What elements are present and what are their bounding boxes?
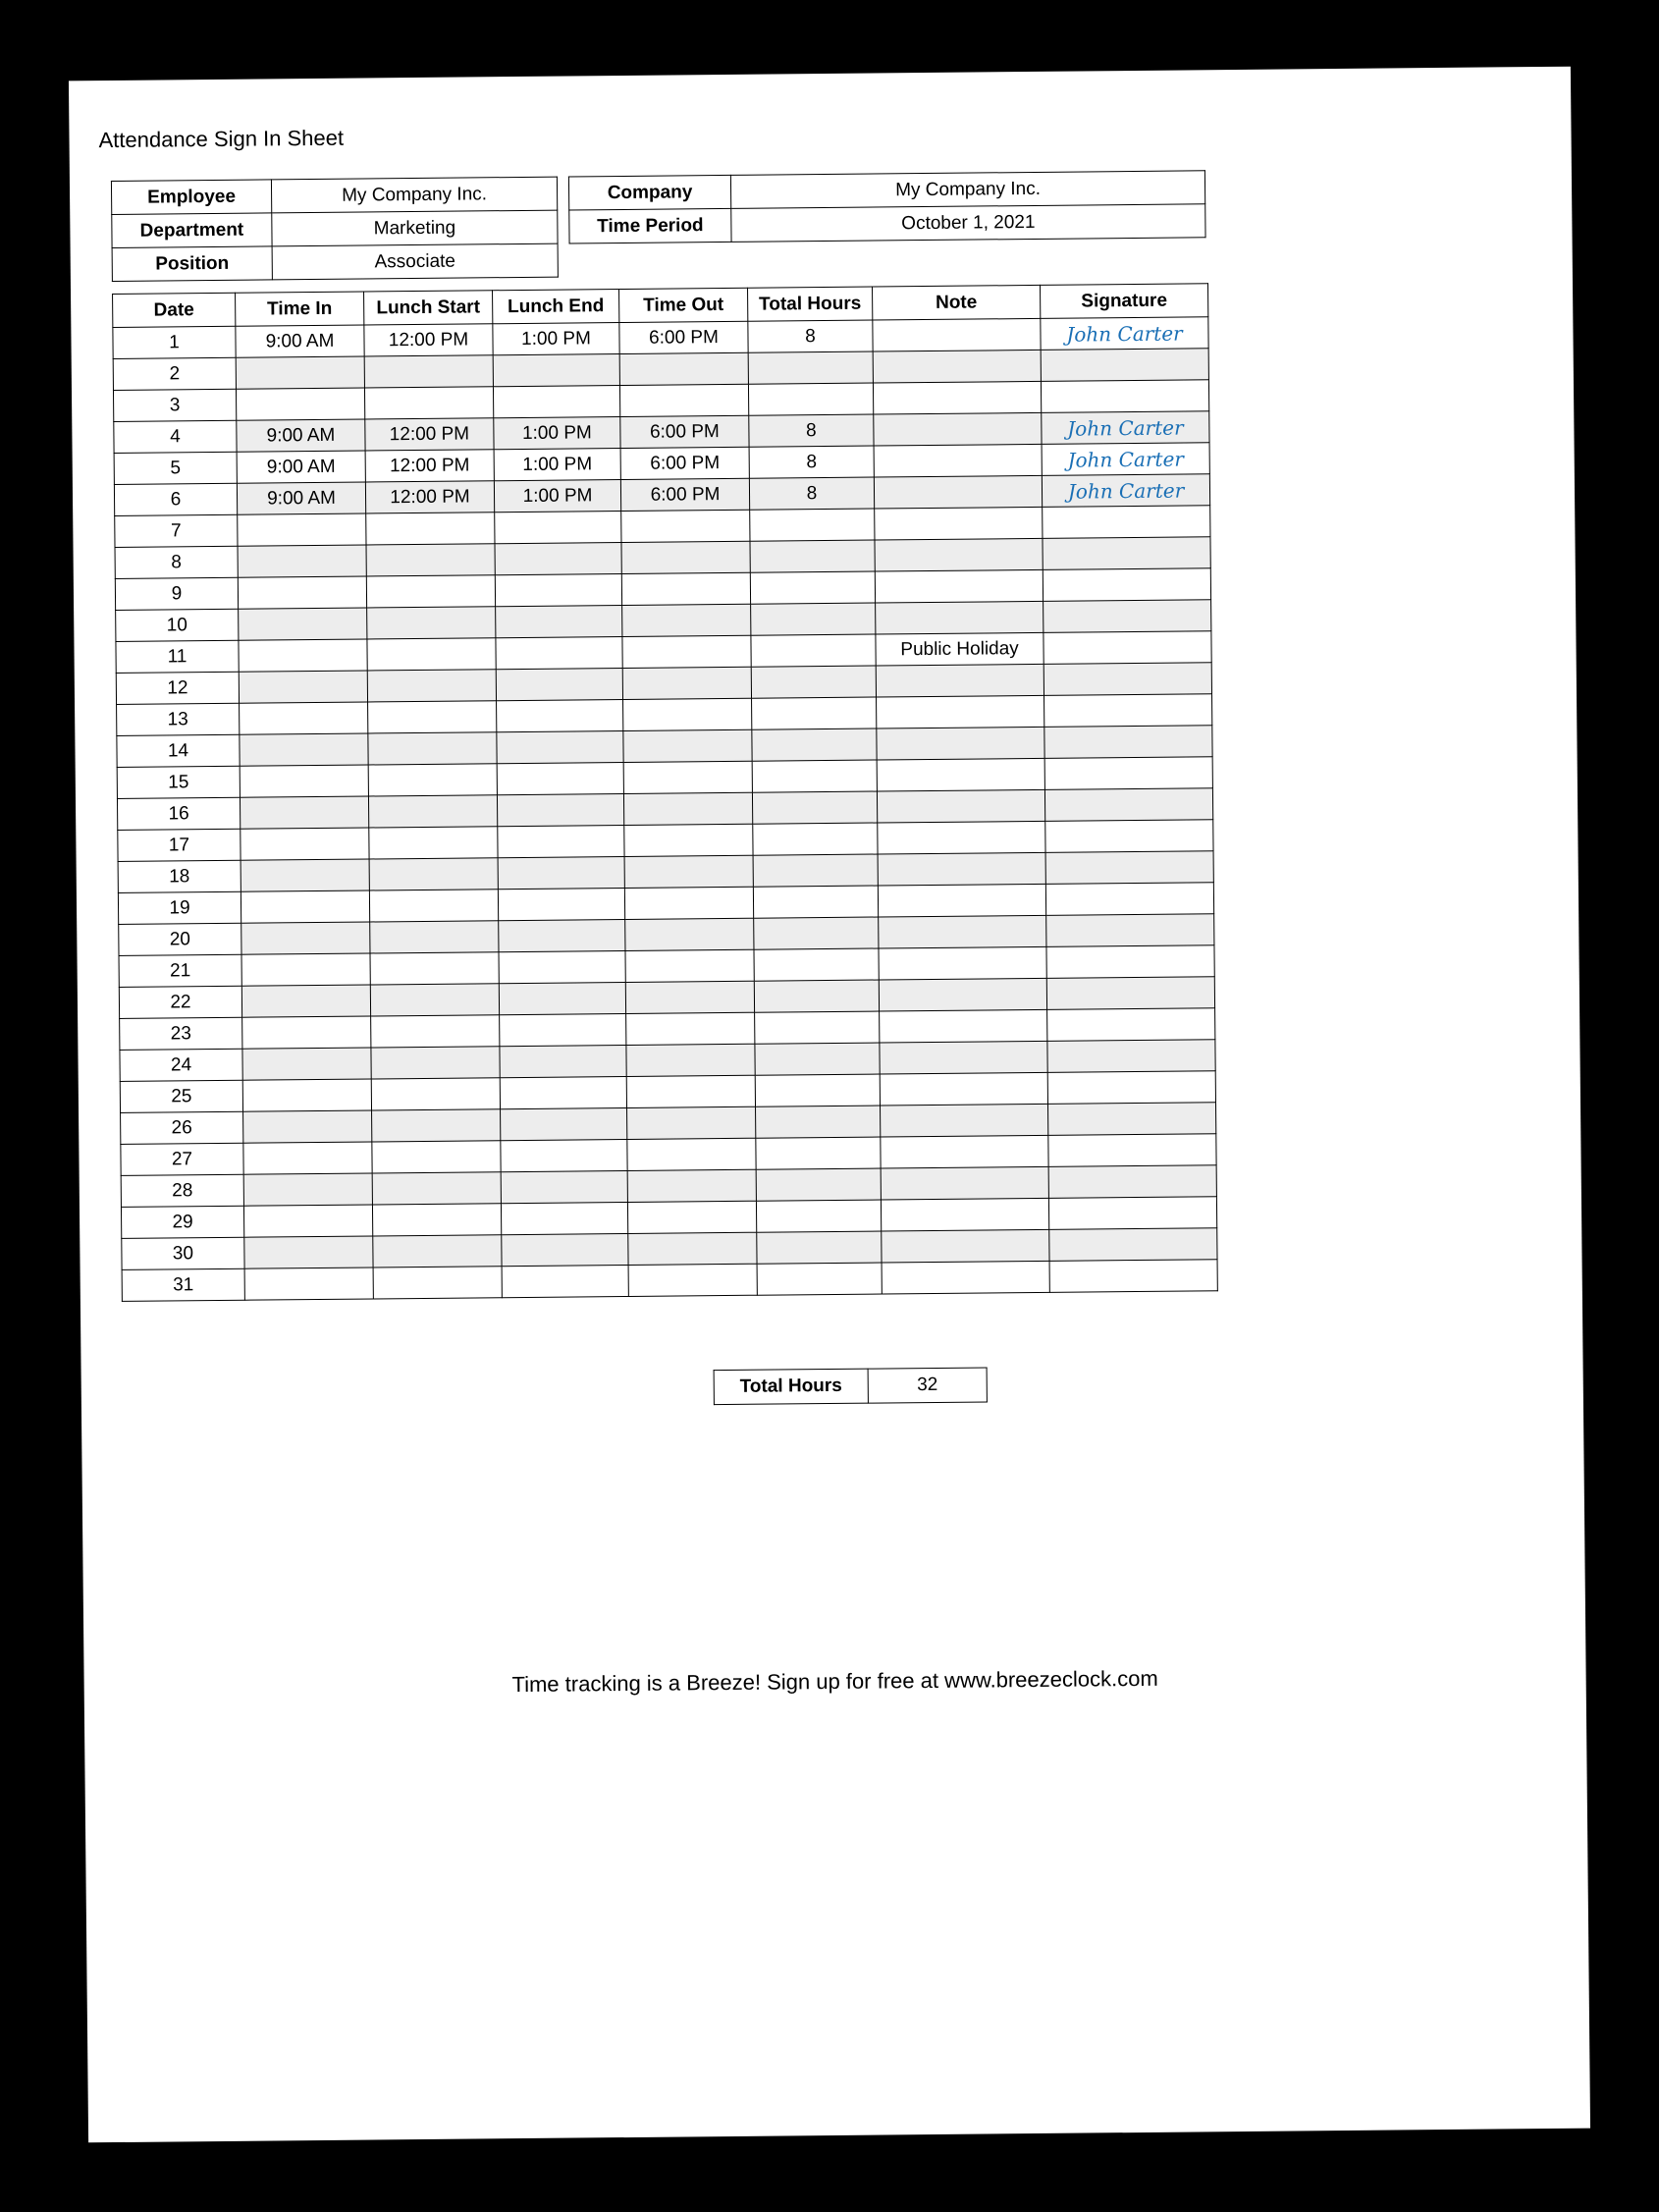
cell-total-hours[interactable]: 8 bbox=[748, 320, 873, 352]
cell-lunch-start[interactable]: 12:00 PM bbox=[365, 481, 494, 513]
cell-lunch-start[interactable] bbox=[372, 1172, 501, 1205]
totals-label: Total Hours bbox=[714, 1369, 868, 1405]
employee-info-row bbox=[112, 243, 558, 281]
cell-lunch-end[interactable] bbox=[501, 1139, 627, 1171]
paper-sheet bbox=[69, 67, 1590, 2143]
cell-date: 4 bbox=[114, 420, 237, 453]
cell-date: 16 bbox=[117, 797, 240, 830]
cell-lunch-start[interactable] bbox=[373, 1235, 502, 1268]
cell-lunch-start[interactable]: 12:00 PM bbox=[364, 324, 493, 356]
cell-signature[interactable] bbox=[1046, 945, 1214, 979]
employee-info-body bbox=[111, 177, 558, 281]
cell-lunch-end[interactable] bbox=[500, 1076, 626, 1108]
cell-date: 31 bbox=[122, 1268, 244, 1301]
cell-lunch-start[interactable] bbox=[368, 732, 497, 765]
cell-lunch-start[interactable]: 12:00 PM bbox=[365, 418, 494, 451]
cell-date: 23 bbox=[120, 1017, 242, 1050]
cell-time-out[interactable] bbox=[627, 1106, 756, 1139]
column-header-lunch-start: Lunch Start bbox=[364, 291, 493, 325]
cell-signature[interactable] bbox=[1044, 726, 1212, 759]
cell-note[interactable] bbox=[874, 412, 1042, 446]
cell-signature[interactable] bbox=[1044, 694, 1212, 728]
cell-lunch-end[interactable] bbox=[498, 856, 624, 889]
cell-note[interactable] bbox=[879, 915, 1046, 948]
cell-date: 1 bbox=[113, 326, 236, 358]
cell-date: 26 bbox=[121, 1111, 243, 1144]
cell-date: 6 bbox=[114, 483, 237, 515]
cell-signature[interactable] bbox=[1041, 380, 1208, 413]
cell-lunch-end[interactable]: 1:00 PM bbox=[494, 449, 620, 481]
cell-lunch-end[interactable] bbox=[493, 354, 619, 387]
cell-lunch-start[interactable] bbox=[366, 544, 495, 576]
cell-lunch-end[interactable] bbox=[496, 606, 622, 638]
cell-time-in[interactable] bbox=[240, 733, 368, 766]
cell-time-in[interactable] bbox=[240, 702, 368, 734]
cell-date: 30 bbox=[122, 1237, 244, 1269]
employee-info-label: Position bbox=[112, 246, 272, 282]
cell-time-in[interactable] bbox=[241, 985, 370, 1017]
cell-total-hours[interactable] bbox=[752, 697, 877, 729]
cell-time-out[interactable] bbox=[625, 981, 754, 1013]
cell-time-out[interactable] bbox=[626, 1012, 755, 1045]
cell-date: 11 bbox=[116, 640, 239, 673]
cell-date: 15 bbox=[117, 766, 240, 798]
cell-time-out[interactable]: 6:00 PM bbox=[620, 415, 749, 448]
cell-note[interactable] bbox=[875, 538, 1043, 571]
cell-time-in[interactable] bbox=[241, 890, 369, 923]
cell-date: 14 bbox=[117, 734, 240, 767]
attendance-table bbox=[112, 283, 1218, 1302]
cell-lunch-end[interactable] bbox=[496, 637, 622, 670]
cell-time-out[interactable]: 6:00 PM bbox=[620, 478, 749, 511]
cell-time-out[interactable] bbox=[621, 510, 750, 542]
cell-note[interactable]: Public Holiday bbox=[876, 632, 1044, 666]
cell-total-hours[interactable]: 8 bbox=[749, 446, 874, 478]
cell-time-out[interactable] bbox=[621, 541, 750, 573]
cell-time-out[interactable] bbox=[624, 824, 753, 856]
cell-lunch-end[interactable] bbox=[500, 1045, 626, 1077]
employee-info-value[interactable]: My Company Inc. bbox=[271, 177, 557, 213]
cell-lunch-start[interactable] bbox=[364, 355, 493, 388]
cell-time-out[interactable] bbox=[622, 604, 751, 636]
column-header-note: Note bbox=[873, 285, 1041, 320]
employee-info-label: Employee bbox=[111, 180, 271, 215]
cell-time-in[interactable] bbox=[242, 1016, 371, 1049]
cell-time-in[interactable]: 9:00 AM bbox=[237, 482, 365, 514]
cell-note[interactable] bbox=[877, 789, 1044, 823]
cell-total-hours[interactable] bbox=[748, 383, 873, 415]
cell-lunch-start[interactable] bbox=[364, 387, 493, 419]
cell-note[interactable] bbox=[882, 1229, 1049, 1263]
cell-total-hours[interactable] bbox=[748, 351, 873, 384]
cell-signature[interactable] bbox=[1047, 1040, 1215, 1073]
cell-time-in[interactable] bbox=[244, 1236, 373, 1268]
cell-note[interactable] bbox=[874, 475, 1042, 509]
footer-note: Time tracking is a Breeze! Sign up for free at www.breezeclock.com bbox=[511, 1665, 1158, 1698]
cell-lunch-end[interactable] bbox=[499, 950, 625, 983]
cell-lunch-end[interactable] bbox=[498, 888, 624, 920]
cell-time-in[interactable]: 9:00 AM bbox=[237, 451, 365, 483]
cell-signature[interactable] bbox=[1048, 1134, 1216, 1167]
cell-time-in[interactable] bbox=[243, 1142, 372, 1174]
cell-time-out[interactable] bbox=[627, 1201, 756, 1233]
cell-lunch-end[interactable] bbox=[498, 825, 624, 857]
cell-lunch-start[interactable] bbox=[367, 670, 496, 702]
cell-lunch-end[interactable] bbox=[499, 982, 625, 1014]
cell-time-out[interactable] bbox=[627, 1138, 756, 1170]
cell-signature[interactable] bbox=[1046, 914, 1214, 947]
cell-lunch-start[interactable] bbox=[366, 513, 495, 545]
cell-lunch-start[interactable] bbox=[372, 1141, 501, 1173]
cell-date: 10 bbox=[116, 609, 239, 641]
column-header-date: Date bbox=[113, 293, 236, 327]
cell-total-hours[interactable] bbox=[754, 980, 879, 1012]
cell-lunch-start[interactable] bbox=[372, 1204, 501, 1236]
cell-signature[interactable] bbox=[1044, 631, 1211, 665]
cell-signature[interactable] bbox=[1044, 757, 1212, 790]
cell-date: 22 bbox=[119, 986, 241, 1018]
cell-signature[interactable]: John Carter bbox=[1042, 411, 1209, 445]
cell-total-hours[interactable] bbox=[757, 1263, 882, 1295]
cell-note[interactable] bbox=[881, 1166, 1048, 1200]
cell-signature[interactable] bbox=[1045, 820, 1213, 853]
cell-total-hours[interactable] bbox=[757, 1231, 882, 1264]
cell-note[interactable] bbox=[877, 695, 1044, 728]
cell-lunch-start[interactable] bbox=[366, 575, 495, 608]
cell-lunch-start[interactable]: 12:00 PM bbox=[365, 450, 494, 482]
cell-lunch-end[interactable]: 1:00 PM bbox=[494, 417, 620, 450]
cell-total-hours[interactable] bbox=[752, 791, 877, 824]
cell-total-hours[interactable] bbox=[750, 540, 875, 572]
cell-signature[interactable] bbox=[1049, 1228, 1217, 1262]
cell-time-in[interactable] bbox=[239, 608, 367, 640]
cell-note[interactable] bbox=[877, 758, 1044, 791]
cell-lunch-end[interactable] bbox=[502, 1233, 628, 1266]
cell-note[interactable] bbox=[875, 507, 1043, 540]
cell-date: 17 bbox=[118, 829, 241, 861]
cell-total-hours[interactable] bbox=[752, 728, 877, 761]
cell-time-out[interactable]: 6:00 PM bbox=[620, 447, 749, 479]
cell-lunch-start[interactable] bbox=[367, 607, 496, 639]
cell-date: 2 bbox=[113, 357, 236, 390]
company-info-value[interactable]: My Company Inc. bbox=[730, 171, 1204, 209]
cell-lunch-start[interactable] bbox=[368, 764, 497, 796]
employee-info-label: Department bbox=[112, 213, 272, 248]
cell-note[interactable] bbox=[873, 381, 1041, 414]
column-header-time-out: Time Out bbox=[619, 288, 748, 322]
cell-time-in[interactable] bbox=[243, 1205, 372, 1237]
cell-date: 28 bbox=[121, 1174, 243, 1207]
cell-total-hours[interactable] bbox=[756, 1106, 881, 1138]
cell-time-out[interactable] bbox=[628, 1232, 757, 1265]
cell-time-out[interactable] bbox=[619, 352, 748, 385]
cell-time-out[interactable] bbox=[619, 384, 748, 416]
cell-note[interactable] bbox=[881, 1104, 1048, 1137]
cell-time-out[interactable] bbox=[626, 1075, 755, 1107]
cell-time-in[interactable]: 9:00 AM bbox=[236, 325, 364, 357]
cell-lunch-end[interactable] bbox=[495, 543, 621, 575]
cell-date: 13 bbox=[117, 703, 240, 735]
cell-lunch-end[interactable] bbox=[493, 386, 619, 418]
column-header-signature: Signature bbox=[1040, 284, 1207, 319]
cell-time-in[interactable] bbox=[243, 1110, 372, 1143]
cell-lunch-start[interactable] bbox=[369, 890, 498, 922]
cell-lunch-end[interactable] bbox=[497, 762, 623, 794]
cell-signature[interactable] bbox=[1044, 600, 1211, 633]
cell-date: 20 bbox=[119, 923, 241, 955]
cell-date: 3 bbox=[113, 389, 236, 421]
totals-row-table bbox=[714, 1367, 988, 1405]
cell-time-in[interactable] bbox=[241, 922, 370, 954]
cell-lunch-start[interactable] bbox=[368, 795, 497, 828]
cell-lunch-end[interactable] bbox=[501, 1170, 627, 1203]
cell-time-out[interactable] bbox=[622, 635, 751, 668]
cell-date: 5 bbox=[114, 452, 237, 484]
cell-time-in[interactable] bbox=[239, 639, 367, 672]
cell-time-in[interactable] bbox=[236, 388, 364, 420]
cell-lunch-end[interactable] bbox=[502, 1265, 628, 1297]
cell-note[interactable] bbox=[873, 350, 1041, 383]
cell-lunch-start[interactable] bbox=[371, 1047, 500, 1079]
totals-value: 32 bbox=[868, 1368, 987, 1403]
cell-lunch-start[interactable] bbox=[371, 1015, 500, 1048]
cell-total-hours[interactable]: 8 bbox=[749, 414, 874, 447]
cell-signature[interactable] bbox=[1046, 977, 1214, 1010]
cell-date: 18 bbox=[118, 860, 241, 892]
cell-signature[interactable] bbox=[1044, 788, 1212, 822]
cell-total-hours[interactable] bbox=[753, 823, 878, 855]
sheet-content bbox=[69, 67, 1590, 2143]
cell-time-in[interactable] bbox=[238, 513, 366, 546]
cell-signature[interactable] bbox=[1045, 851, 1213, 885]
cell-signature[interactable] bbox=[1043, 537, 1210, 570]
cell-date: 12 bbox=[116, 672, 239, 704]
cell-note[interactable] bbox=[873, 318, 1041, 351]
employee-info-row bbox=[111, 177, 557, 214]
cell-signature[interactable] bbox=[1043, 506, 1210, 539]
cell-time-in[interactable] bbox=[240, 765, 368, 797]
cell-lunch-start[interactable] bbox=[369, 858, 498, 890]
employee-info-value[interactable]: Associate bbox=[272, 243, 558, 280]
cell-lunch-end[interactable] bbox=[501, 1107, 627, 1140]
cell-lunch-start[interactable] bbox=[370, 921, 499, 953]
attendance-table-body bbox=[113, 317, 1217, 1302]
cell-note[interactable] bbox=[882, 1261, 1049, 1294]
cell-note[interactable] bbox=[881, 1135, 1048, 1168]
cell-note[interactable] bbox=[876, 664, 1044, 697]
cell-time-out[interactable] bbox=[625, 949, 754, 982]
cell-date: 8 bbox=[115, 546, 238, 578]
cell-signature[interactable] bbox=[1041, 349, 1208, 382]
cell-time-out[interactable] bbox=[625, 918, 754, 950]
cell-total-hours[interactable] bbox=[751, 666, 876, 698]
cell-lunch-end[interactable]: 1:00 PM bbox=[493, 323, 619, 355]
cell-signature[interactable] bbox=[1045, 883, 1213, 916]
cell-time-out[interactable]: 6:00 PM bbox=[619, 321, 748, 353]
cell-note[interactable] bbox=[878, 884, 1045, 917]
cell-date: 21 bbox=[119, 954, 241, 987]
totals-row-body bbox=[714, 1368, 987, 1405]
cell-lunch-start[interactable] bbox=[367, 638, 496, 671]
cell-lunch-end[interactable] bbox=[496, 669, 622, 701]
company-info-table bbox=[568, 170, 1206, 243]
cell-total-hours[interactable] bbox=[751, 603, 876, 635]
cell-total-hours[interactable]: 8 bbox=[749, 477, 874, 510]
cell-total-hours[interactable] bbox=[755, 1074, 880, 1106]
cell-total-hours[interactable] bbox=[750, 509, 875, 541]
cell-time-out[interactable] bbox=[627, 1169, 756, 1202]
cell-lunch-start[interactable] bbox=[368, 701, 497, 733]
cell-signature[interactable] bbox=[1049, 1260, 1217, 1293]
cell-lunch-end[interactable]: 1:00 PM bbox=[494, 480, 620, 513]
column-header-time-in: Time In bbox=[236, 292, 364, 326]
cell-time-out[interactable] bbox=[623, 792, 752, 825]
cell-time-in[interactable] bbox=[238, 545, 366, 577]
cell-time-in[interactable] bbox=[240, 796, 368, 829]
cell-time-out[interactable] bbox=[621, 572, 750, 605]
cell-total-hours[interactable] bbox=[753, 886, 878, 918]
cell-signature[interactable] bbox=[1048, 1165, 1216, 1199]
cell-lunch-end[interactable] bbox=[495, 574, 621, 607]
cell-time-in[interactable]: 9:00 AM bbox=[237, 419, 365, 452]
cell-date: 29 bbox=[121, 1206, 243, 1238]
company-info-label: Company bbox=[568, 175, 730, 210]
cell-note[interactable] bbox=[880, 1041, 1047, 1074]
cell-lunch-start[interactable] bbox=[370, 984, 499, 1016]
cell-total-hours[interactable] bbox=[753, 854, 878, 887]
company-info-label: Time Period bbox=[569, 208, 731, 243]
cell-time-out[interactable] bbox=[624, 887, 753, 919]
cell-lunch-start[interactable] bbox=[371, 1078, 500, 1110]
cell-date: 27 bbox=[121, 1143, 243, 1175]
cell-note[interactable] bbox=[875, 569, 1043, 603]
cell-total-hours[interactable] bbox=[756, 1168, 881, 1201]
cell-time-out[interactable] bbox=[626, 1044, 755, 1076]
cell-signature[interactable] bbox=[1047, 1071, 1215, 1105]
cell-note[interactable] bbox=[881, 1198, 1048, 1231]
cell-signature[interactable]: John Carter bbox=[1042, 474, 1209, 508]
cell-total-hours[interactable] bbox=[750, 571, 875, 604]
cell-time-in[interactable] bbox=[236, 356, 364, 389]
cell-signature[interactable] bbox=[1047, 1008, 1215, 1042]
employee-info-value[interactable]: Marketing bbox=[272, 210, 558, 246]
cell-signature[interactable] bbox=[1048, 1103, 1216, 1136]
cell-time-in[interactable] bbox=[243, 1173, 372, 1206]
cell-lunch-end[interactable] bbox=[501, 1202, 627, 1234]
cell-note[interactable] bbox=[879, 946, 1046, 980]
cell-time-out[interactable] bbox=[623, 729, 752, 762]
employee-info-row bbox=[112, 210, 558, 247]
page-title: Attendance Sign In Sheet bbox=[98, 125, 345, 153]
cell-note[interactable] bbox=[880, 1009, 1047, 1043]
company-info-value[interactable]: October 1, 2021 bbox=[731, 204, 1205, 243]
cell-total-hours[interactable] bbox=[751, 634, 876, 667]
cell-time-in[interactable] bbox=[241, 859, 369, 891]
cell-note[interactable] bbox=[878, 821, 1045, 854]
cell-time-out[interactable] bbox=[628, 1264, 757, 1296]
cell-lunch-end[interactable] bbox=[500, 1013, 626, 1046]
cell-note[interactable] bbox=[877, 727, 1044, 760]
cell-date: 7 bbox=[115, 514, 238, 547]
cell-total-hours[interactable] bbox=[752, 760, 877, 792]
cell-time-out[interactable] bbox=[622, 667, 751, 699]
cell-date: 9 bbox=[115, 577, 238, 610]
company-info-row bbox=[569, 204, 1205, 243]
cell-time-out[interactable] bbox=[623, 698, 752, 730]
company-info-body bbox=[568, 171, 1205, 243]
cell-signature[interactable]: John Carter bbox=[1042, 443, 1209, 476]
cell-date: 25 bbox=[120, 1080, 242, 1112]
column-header-lunch-end: Lunch End bbox=[493, 290, 619, 324]
cell-note[interactable] bbox=[880, 1072, 1047, 1106]
cell-lunch-start[interactable] bbox=[370, 952, 499, 985]
cell-time-in[interactable] bbox=[241, 953, 370, 986]
cell-lunch-end[interactable] bbox=[497, 730, 623, 763]
cell-signature[interactable] bbox=[1044, 663, 1211, 696]
cell-time-in[interactable] bbox=[242, 1048, 371, 1080]
cell-time-out[interactable] bbox=[623, 761, 752, 793]
cell-total-hours[interactable] bbox=[756, 1137, 881, 1169]
totals-row bbox=[714, 1368, 987, 1405]
cell-lunch-end[interactable] bbox=[497, 700, 623, 732]
cell-total-hours[interactable] bbox=[755, 1043, 880, 1075]
cell-date: 19 bbox=[118, 891, 241, 924]
cell-total-hours[interactable] bbox=[756, 1200, 881, 1232]
cell-lunch-start[interactable] bbox=[369, 827, 498, 859]
cell-time-out[interactable] bbox=[624, 855, 753, 888]
cell-lunch-start[interactable] bbox=[373, 1267, 502, 1299]
cell-time-in[interactable] bbox=[239, 671, 367, 703]
cell-date: 24 bbox=[120, 1049, 242, 1081]
cell-signature[interactable] bbox=[1043, 568, 1210, 602]
column-header-total-hours: Total Hours bbox=[748, 287, 873, 321]
cell-lunch-end[interactable] bbox=[497, 793, 623, 826]
cell-lunch-start[interactable] bbox=[372, 1109, 501, 1142]
cell-total-hours[interactable] bbox=[754, 948, 879, 981]
cell-signature[interactable] bbox=[1048, 1197, 1216, 1230]
cell-note[interactable] bbox=[879, 978, 1046, 1011]
cell-note[interactable] bbox=[876, 601, 1044, 634]
cell-note[interactable] bbox=[874, 444, 1042, 477]
cell-total-hours[interactable] bbox=[754, 917, 879, 949]
cell-time-in[interactable] bbox=[242, 1079, 371, 1111]
cell-time-in[interactable] bbox=[241, 828, 369, 860]
cell-signature[interactable]: John Carter bbox=[1041, 317, 1208, 351]
cell-total-hours[interactable] bbox=[755, 1011, 880, 1044]
cell-time-in[interactable] bbox=[244, 1268, 373, 1300]
cell-note[interactable] bbox=[878, 852, 1045, 886]
employee-info-table bbox=[111, 177, 559, 282]
cell-time-in[interactable] bbox=[238, 576, 366, 609]
cell-lunch-end[interactable] bbox=[499, 919, 625, 951]
cell-lunch-end[interactable] bbox=[495, 512, 621, 544]
